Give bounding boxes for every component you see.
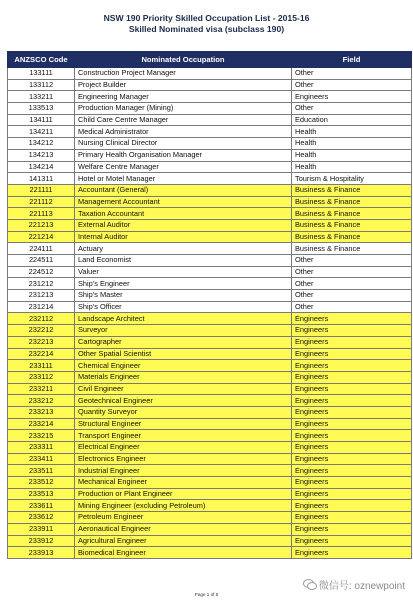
field-cell: Engineers <box>292 371 412 383</box>
occupation-cell: Petroleum Engineer <box>75 512 292 524</box>
wechat-watermark <box>303 577 405 592</box>
field-cell: Engineers <box>292 336 412 348</box>
field-cell: Business & Finance <box>292 243 412 255</box>
field-cell: Education <box>292 114 412 126</box>
table-row <box>8 184 412 196</box>
table-row <box>8 79 412 91</box>
anzsco-code-cell: 133211 <box>8 91 75 103</box>
field-cell: Engineers <box>292 500 412 512</box>
table-row <box>8 231 412 243</box>
field-cell: Business & Finance <box>292 208 412 220</box>
field-cell: Engineers <box>292 430 412 442</box>
table-row <box>8 371 412 383</box>
anzsco-code-cell: 224111 <box>8 243 75 255</box>
anzsco-code-cell: 233611 <box>8 500 75 512</box>
table-row <box>8 290 412 302</box>
field-cell: Engineers <box>292 348 412 360</box>
anzsco-code-cell: 233512 <box>8 477 75 489</box>
occupation-cell: Mechanical Engineer <box>75 477 292 489</box>
field-cell: Other <box>292 266 412 278</box>
occupation-cell: Electrical Engineer <box>75 442 292 454</box>
field-cell: Other <box>292 103 412 115</box>
anzsco-code-cell: 233513 <box>8 488 75 500</box>
table-row <box>8 266 412 278</box>
field-cell: Health <box>292 161 412 173</box>
occupation-cell: Landscape Architect <box>75 313 292 325</box>
occupation-cell: Production Manager (Mining) <box>75 103 292 115</box>
anzsco-code-cell: 134111 <box>8 114 75 126</box>
anzsco-code-cell: 133111 <box>8 68 75 80</box>
occupation-cell: Structural Engineer <box>75 418 292 430</box>
anzsco-code-cell: 221113 <box>8 208 75 220</box>
occupation-cell: Hotel or Motel Manager <box>75 173 292 185</box>
table-row <box>8 68 412 80</box>
document-title <box>0 13 413 35</box>
anzsco-code-cell: 233311 <box>8 442 75 454</box>
field-cell: Engineers <box>292 535 412 547</box>
anzsco-code-cell: 233612 <box>8 512 75 524</box>
occupation-cell: Production or Plant Engineer <box>75 488 292 500</box>
table-row <box>8 465 412 477</box>
field-cell: Engineers <box>292 406 412 418</box>
anzsco-code-cell: 134212 <box>8 138 75 150</box>
field-cell: Engineers <box>292 325 412 337</box>
watermark-text: 微信号: oznewpoint <box>318 581 405 592</box>
occupation-cell: Ship's Engineer <box>75 278 292 290</box>
anzsco-code-cell: 141311 <box>8 173 75 185</box>
occupation-cell: Management Accountant <box>75 196 292 208</box>
occupation-cell: Valuer <box>75 266 292 278</box>
field-cell: Other <box>292 278 412 290</box>
occupation-cell: Actuary <box>75 243 292 255</box>
table-row <box>8 255 412 267</box>
occupation-cell: Transport Engineer <box>75 430 292 442</box>
table-row <box>8 430 412 442</box>
anzsco-code-cell: 221112 <box>8 196 75 208</box>
occupation-cell: Geotechnical Engineer <box>75 395 292 407</box>
occupation-cell: Accountant (General) <box>75 184 292 196</box>
occupation-cell: Industrial Engineer <box>75 465 292 477</box>
table-row <box>8 313 412 325</box>
table-row <box>8 512 412 524</box>
occupation-cell: Electronics Engineer <box>75 453 292 465</box>
table-row <box>8 196 412 208</box>
table-row <box>8 360 412 372</box>
field-cell: Engineers <box>292 453 412 465</box>
occupation-cell: Welfare Centre Manager <box>75 161 292 173</box>
table-row <box>8 453 412 465</box>
table-row <box>8 173 412 185</box>
field-cell: Engineers <box>292 477 412 489</box>
occupation-cell: Materials Engineer <box>75 371 292 383</box>
field-cell: Engineers <box>292 313 412 325</box>
table-row <box>8 547 412 559</box>
field-cell: Engineers <box>292 395 412 407</box>
occupation-cell: Taxation Accountant <box>75 208 292 220</box>
occupation-cell: Mining Engineer (excluding Petroleum) <box>75 500 292 512</box>
occupation-cell: Child Care Centre Manager <box>75 114 292 126</box>
field-cell: Engineers <box>292 547 412 559</box>
anzsco-code-cell: 134211 <box>8 126 75 138</box>
anzsco-code-cell: 221111 <box>8 184 75 196</box>
anzsco-code-cell: 233213 <box>8 406 75 418</box>
occupation-cell: Civil Engineer <box>75 383 292 395</box>
anzsco-code-cell: 231213 <box>8 290 75 302</box>
occupation-cell: Project Builder <box>75 79 292 91</box>
occupation-cell: Medical Administrator <box>75 126 292 138</box>
field-cell: Other <box>292 68 412 80</box>
field-cell: Business & Finance <box>292 219 412 231</box>
anzsco-code-cell: 232214 <box>8 348 75 360</box>
occupation-cell: Quantity Surveyor <box>75 406 292 418</box>
table-row <box>8 138 412 150</box>
table-row <box>8 383 412 395</box>
table-row <box>8 477 412 489</box>
anzsco-code-cell: 233511 <box>8 465 75 477</box>
anzsco-code-cell: 233215 <box>8 430 75 442</box>
table-row <box>8 488 412 500</box>
table-row <box>8 406 412 418</box>
occupation-cell: Internal Auditor <box>75 231 292 243</box>
occupation-cell: Aeronautical Engineer <box>75 523 292 535</box>
anzsco-code-cell: 224512 <box>8 266 75 278</box>
field-cell: Engineers <box>292 523 412 535</box>
table-row <box>8 336 412 348</box>
occupation-cell: Chemical Engineer <box>75 360 292 372</box>
anzsco-code-cell: 233112 <box>8 371 75 383</box>
field-cell: Health <box>292 138 412 150</box>
field-cell: Business & Finance <box>292 184 412 196</box>
page-number: Page 1 of 5 <box>194 592 219 597</box>
field-cell: Engineers <box>292 91 412 103</box>
field-cell: Business & Finance <box>292 231 412 243</box>
field-cell: Other <box>292 290 412 302</box>
table-row <box>8 301 412 313</box>
table-row <box>8 103 412 115</box>
anzsco-code-cell: 221214 <box>8 231 75 243</box>
occupation-cell: Land Economist <box>75 255 292 267</box>
field-cell: Other <box>292 301 412 313</box>
anzsco-code-cell: 233913 <box>8 547 75 559</box>
occupation-cell: Nursing Clinical Director <box>75 138 292 150</box>
anzsco-code-cell: 231212 <box>8 278 75 290</box>
table-row <box>8 161 412 173</box>
header-anzsco-code: ANZSCO Code <box>8 52 75 68</box>
table-row <box>8 348 412 360</box>
field-cell: Tourism & Hospitality <box>292 173 412 185</box>
occupation-cell: Agricultural Engineer <box>75 535 292 547</box>
field-cell: Other <box>292 79 412 91</box>
field-cell: Health <box>292 126 412 138</box>
title-line-1: NSW 190 Priority Skilled Occupation List - 2015-16 <box>103 13 310 23</box>
table-row <box>8 395 412 407</box>
anzsco-code-cell: 232213 <box>8 336 75 348</box>
anzsco-code-cell: 233212 <box>8 395 75 407</box>
field-cell: Health <box>292 149 412 161</box>
table-row <box>8 523 412 535</box>
anzsco-code-cell: 133513 <box>8 103 75 115</box>
field-cell: Business & Finance <box>292 196 412 208</box>
table-row <box>8 418 412 430</box>
table-row <box>8 126 412 138</box>
header-nominated-occupation: Nominated Occupation <box>75 52 292 68</box>
occupation-cell: Construction Project Manager <box>75 68 292 80</box>
occupation-cell: External Auditor <box>75 219 292 231</box>
occupation-cell: Surveyor <box>75 325 292 337</box>
anzsco-code-cell: 233912 <box>8 535 75 547</box>
table-row <box>8 325 412 337</box>
wechat-icon <box>303 579 316 590</box>
anzsco-code-cell: 233111 <box>8 360 75 372</box>
anzsco-code-cell: 133112 <box>8 79 75 91</box>
anzsco-code-cell: 232212 <box>8 325 75 337</box>
table-row <box>8 500 412 512</box>
table-row <box>8 442 412 454</box>
field-cell: Engineers <box>292 360 412 372</box>
table-row <box>8 243 412 255</box>
occupation-cell: Ship's Officer <box>75 301 292 313</box>
occupation-cell: Cartographer <box>75 336 292 348</box>
occupation-table <box>7 51 412 559</box>
table-row <box>8 219 412 231</box>
field-cell: Engineers <box>292 512 412 524</box>
occupation-cell: Biomedical Engineer <box>75 547 292 559</box>
anzsco-code-cell: 134213 <box>8 149 75 161</box>
anzsco-code-cell: 232112 <box>8 313 75 325</box>
field-cell: Engineers <box>292 488 412 500</box>
occupation-cell: Other Spatial Scientist <box>75 348 292 360</box>
title-line-2: Skilled Nominated visa (subclass 190) <box>128 24 285 34</box>
anzsco-code-cell: 233211 <box>8 383 75 395</box>
anzsco-code-cell: 233911 <box>8 523 75 535</box>
header-field: Field <box>292 52 412 68</box>
field-cell: Engineers <box>292 442 412 454</box>
table-row <box>8 278 412 290</box>
table-row <box>8 114 412 126</box>
field-cell: Engineers <box>292 383 412 395</box>
field-cell: Engineers <box>292 418 412 430</box>
table-body <box>8 68 412 559</box>
anzsco-code-cell: 134214 <box>8 161 75 173</box>
field-cell: Other <box>292 255 412 267</box>
anzsco-code-cell: 233411 <box>8 453 75 465</box>
table-row <box>8 91 412 103</box>
table-row <box>8 535 412 547</box>
table-row <box>8 149 412 161</box>
anzsco-code-cell: 233214 <box>8 418 75 430</box>
occupation-cell: Engineering Manager <box>75 91 292 103</box>
anzsco-code-cell: 224511 <box>8 255 75 267</box>
anzsco-code-cell: 221213 <box>8 219 75 231</box>
occupation-cell: Primary Health Organisation Manager <box>75 149 292 161</box>
table-header-row <box>8 52 412 68</box>
anzsco-code-cell: 231214 <box>8 301 75 313</box>
field-cell: Engineers <box>292 465 412 477</box>
occupation-cell: Ship's Master <box>75 290 292 302</box>
table-row <box>8 208 412 220</box>
